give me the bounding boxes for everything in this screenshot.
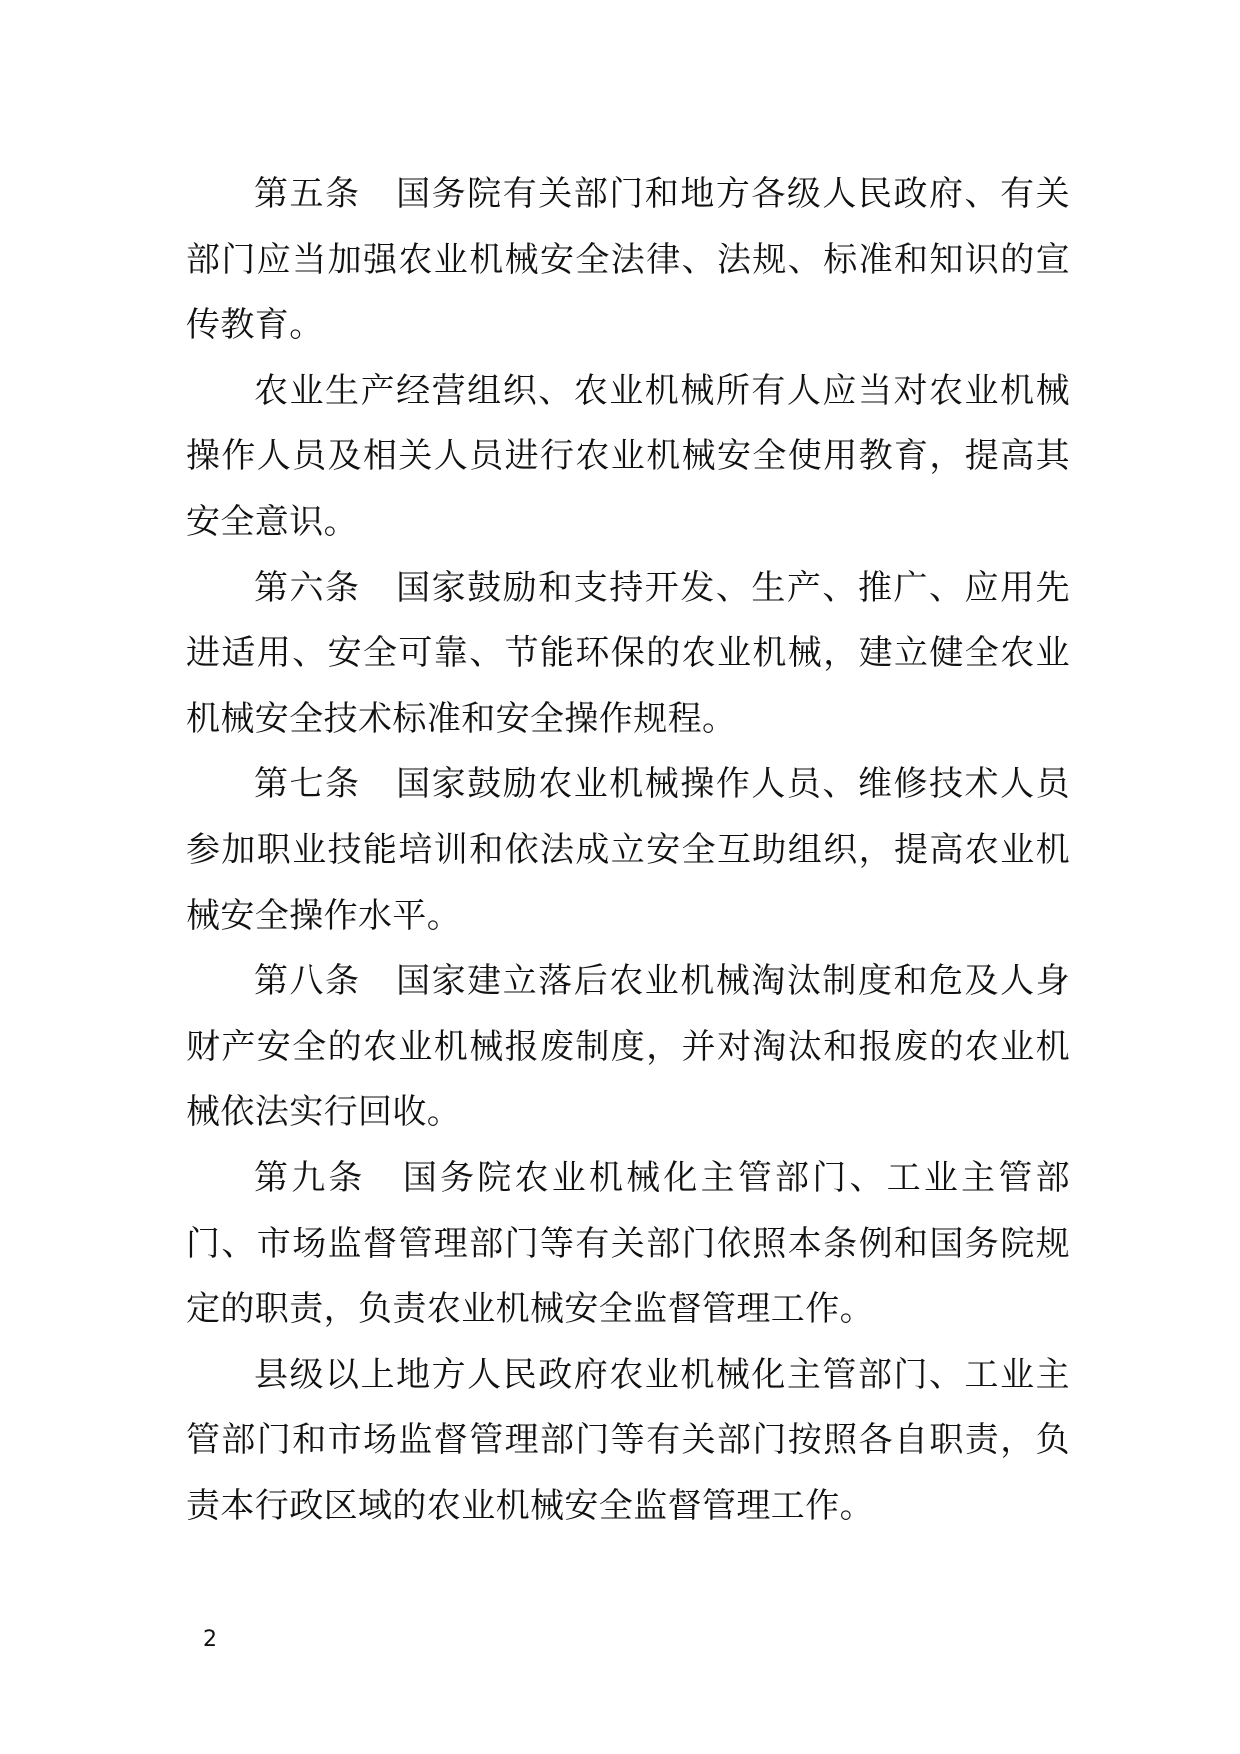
paragraph-article-8: 第八条 国家建立落后农业机械淘汰制度和危及人身财产安全的农业机械报废制度，并对淘汰和报废的农业机械依法实行回收。 [186, 961, 1070, 1133]
paragraph-article-6: 第六条 国家鼓励和支持开发、生产、推广、应用先进适用、安全可靠、节能环保的农业机械，建立健全农业机械安全技术标准和安全操作规程。 [186, 567, 1070, 739]
paragraph-article-9-local: 县级以上地方人民政府农业机械化主管部门、工业主管部门和市场监督管理部门等有关部门按照各自职责，负责本行政区域的农业机械安全监督管理工作。 [186, 1354, 1070, 1526]
paragraph-article-5: 第五条 国务院有关部门和地方各级人民政府、有关部门应当加强农业机械安全法律、法规、标准和知识的宣传教育。 [186, 174, 1070, 346]
page-number: 2 [203, 1627, 217, 1652]
paragraph-article-7: 第七条 国家鼓励农业机械操作人员、维修技术人员参加职业技能培训和依法成立安全互助组织，提高农业机械安全操作水平。 [186, 764, 1070, 936]
document-body [186, 162, 1070, 1539]
paragraph-article-5-education: 农业生产经营组织、农业机械所有人应当对农业机械操作人员及相关人员进行农业机械安全使用教育，提高其安全意识。 [186, 370, 1070, 542]
paragraph-article-9: 第九条 国务院农业机械化主管部门、工业主管部门、市场监督管理部门等有关部门依照本条例和国务院规定的职责，负责农业机械安全监督管理工作。 [186, 1157, 1070, 1330]
